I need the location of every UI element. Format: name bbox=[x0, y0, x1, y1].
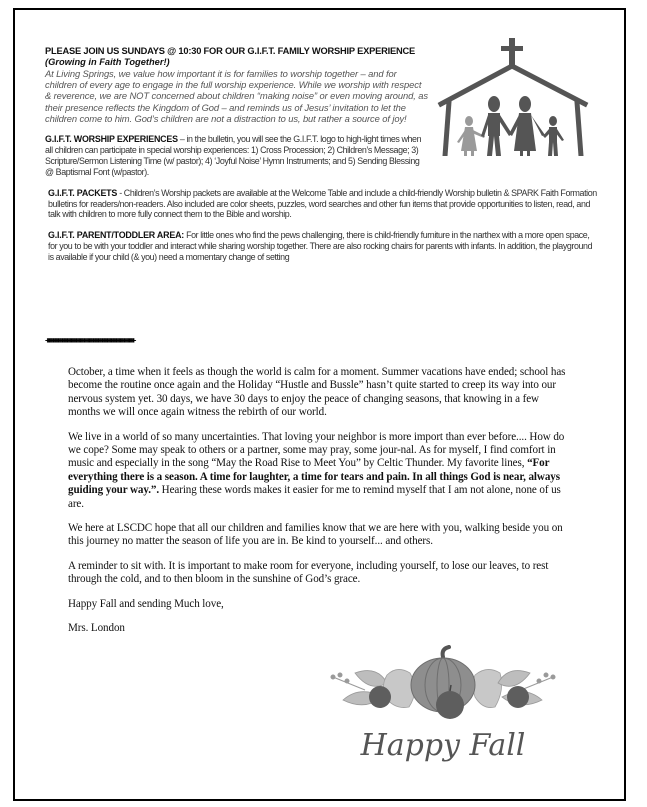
child-figure-icon bbox=[543, 116, 564, 156]
happy-fall-artwork bbox=[325, 645, 560, 770]
toddler-area-text: For little ones who find the pews challenging, there is child-friendly furniture in the narthex with a more open space, for you to be with your toddler and interact while sharing worship together. There are also rocking chairs for parents with infants. In addition, the playground is available if your child (& you) need a momentary change of setting bbox=[48, 230, 593, 263]
worship-experiences-label: G.I.F.T. WORSHIP EXPERIENCES bbox=[45, 134, 178, 145]
letter-signature: Mrs. London bbox=[68, 622, 125, 635]
plus-divider: +++++++++++++++++++++++++++++++++++++++++++++++++++++++++++++++++++++++++++++++++++++++++++++++++++++++++++ bbox=[45, 336, 133, 345]
letter-paragraph: A reminder to sit with. It is important to make room for everyone, including yourself, to lose our leaves, to rest through the cold, and to then bloom in the sunshine of God’s grace. bbox=[68, 559, 549, 586]
adult-figure-icon bbox=[481, 96, 512, 156]
packets-label: G.I.F.T. PACKETS bbox=[48, 187, 118, 198]
packets-text: - Children’s Worship packets are available at the Welcome Table and include a child-friendly Worship bulletin & SPARK Faith Formation bulletins for readers/non-readers. Also included are color sheets, puzzles, word searches and other fun items that provide opportunities to listen, read, and talk with children to more fully connect them to the Bible and worship. bbox=[48, 187, 597, 220]
letter bbox=[68, 366, 568, 647]
packets-paragraph bbox=[45, 188, 597, 221]
letter-paragraph: We here at LSCDC hope that all our children and families know that we are here with you, walking beside you on this journey no matter the season of life you are in. Be kind to yourself... and others. bbox=[68, 522, 563, 548]
child-figure-icon bbox=[457, 116, 485, 156]
letter-paragraph bbox=[68, 431, 568, 511]
toddler-area-label: G.I.F.T. PARENT/TODDLER AREA: bbox=[48, 230, 185, 241]
worship-experiences-text: – in the bulletin, you will see the G.I.F.T. logo to high-light times when all children can participate in special worship experiences: 1) Cross Procession; 2) Children’s Message; 3) Scripture/Sermon Listening Time (w/ pastor); 4) ‘Joyful Noise’ Hymn Instruments; and 5) Sending Blessing @ Baptismal Font (w/pastor). bbox=[45, 134, 422, 177]
letter-paragraph: October, a time when it feels as though the world is calm for a moment. Summer vacations have ended; school has become the routine once again and the Holiday “Hustle and Bussle” hasn’t quite started to creep its way into our nervous system yet. 30 days, we have 30 days to enjoy the peace of changing seasons, that knowing in a few months we will once again witness the rebirth of our world. bbox=[68, 366, 566, 419]
letter-closing: Happy Fall and sending Much love, bbox=[68, 597, 224, 610]
song-quote: “For everything there is a season. A time for laughter, a time for tears and pain. In all things God is near, always guiding your way.”. bbox=[68, 457, 560, 497]
worship-experiences-paragraph bbox=[45, 134, 425, 178]
adult-figure-icon bbox=[509, 96, 545, 156]
gift-heading: PLEASE JOIN US SUNDAYS @ 10:30 FOR OUR G.I.F.T. FAMILY WORSHIP EXPERIENCE bbox=[45, 46, 416, 56]
church-family-logo bbox=[437, 38, 589, 156]
gift-intro: At Living Springs, we value how important it is for families to worship together – and for children of every age to engage in the full worship experience. While we worship with respect & reverence, we are NOT concerned about children “making noise” or even moving around, as their presence reflects the Kingdom of God – and reminds us of Jesus’ invitation to let the children come to him. God’s children are not a distraction to us, but rather a source of joy! bbox=[45, 68, 428, 124]
gift-subheading: (Growing in Faith Together!) bbox=[45, 57, 170, 67]
toddler-area-paragraph bbox=[45, 230, 597, 263]
letter-text: We live in a world of so many uncertainties. That loving your neighbor is more import than ever before.... How do we cope? Some may speak to others or a partner, some may pray, some jour-nal. As for myself, I find comfort in music and especially in the song “May the Road Rise to Meet You” by Celtic Thunder. My favorite lines, bbox=[68, 430, 565, 470]
letter-text: Hearing these words makes it easier for me to remind myself that I am not alone, none of us are. bbox=[68, 484, 561, 510]
happy-fall-text: Happy Fall bbox=[360, 728, 526, 763]
